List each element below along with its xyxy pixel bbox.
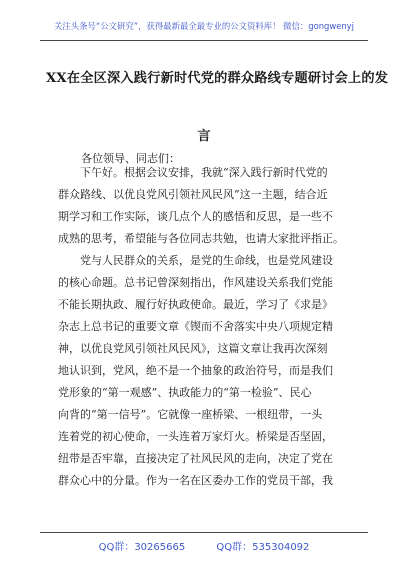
- header-banner: 关注头条号“公文研究”，获得最新最全最专业的公文资料库！ 微信：gongwenyj: [54, 21, 354, 31]
- paragraph-1-line: 群众路线、以优良党风引领社风民风”这一主题，结合近: [58, 188, 328, 201]
- footer-qq-group-2: QQ群：535304092: [216, 542, 310, 553]
- paragraph-2-line: 杂志上总书记的重要文章《锲而不舍落实中央八项规定精: [58, 320, 333, 333]
- paragraph-1-line: 下午好。根据会议安排，我就“深入践行新时代党的: [80, 166, 328, 179]
- paragraph-2-line: 党形象的“第一观感”、执政能力的“第一检验”、民心: [58, 386, 312, 399]
- paragraph-2-line: 的核心命题。总书记曾深刻指出，作风建设关系我们党能: [58, 276, 333, 289]
- footer: [0, 538, 408, 553]
- paragraph-2-line: 不能长期执政、履行好执政使命。最近，学习了《求是》: [58, 298, 333, 311]
- greeting: 各位领导、同志们：: [81, 152, 180, 165]
- document-title: XX在全区深入践行新时代党的群众路线专题研讨会上的发: [46, 71, 389, 86]
- document-title-continuation: 言: [197, 129, 211, 144]
- footer-qq-group-1: QQ群：30265665: [98, 542, 186, 553]
- paragraph-2-line: 神，以优良党风引领社风民风》，这篇文章让我再次深刻: [58, 342, 328, 355]
- paragraph-2-line: 连着党的初心使命，一头连着万家灯火。桥梁是否坚固，: [58, 430, 333, 443]
- paragraph-2-line: 党与人民群众的关系，是党的生命线，也是党风建设: [80, 254, 333, 267]
- paragraph-2-line: 群众心中的分量。作为一名在区委办工作的党员干部，我: [58, 474, 333, 487]
- footer-divider: [40, 532, 368, 533]
- document-body: [58, 162, 352, 492]
- paragraph-2-line: 地认识到，党风，绝不是一个抽象的政治符号，而是我们: [58, 364, 333, 377]
- paragraph-2-line: 纽带是否牢靠，直接决定了社风民风的走向，决定了党在: [58, 452, 333, 465]
- paragraph-2-line: 向背的“第一信号”。它就像一座桥梁、一根纽带，一头: [58, 408, 323, 421]
- header-divider: [40, 40, 368, 41]
- paragraph-1-line: 期学习和工作实际，谈几点个人的感悟和反思，是一些不: [58, 210, 333, 223]
- paragraph-1-line: 成熟的思考，希望能与各位同志共勉，也请大家批评指正。: [58, 232, 344, 245]
